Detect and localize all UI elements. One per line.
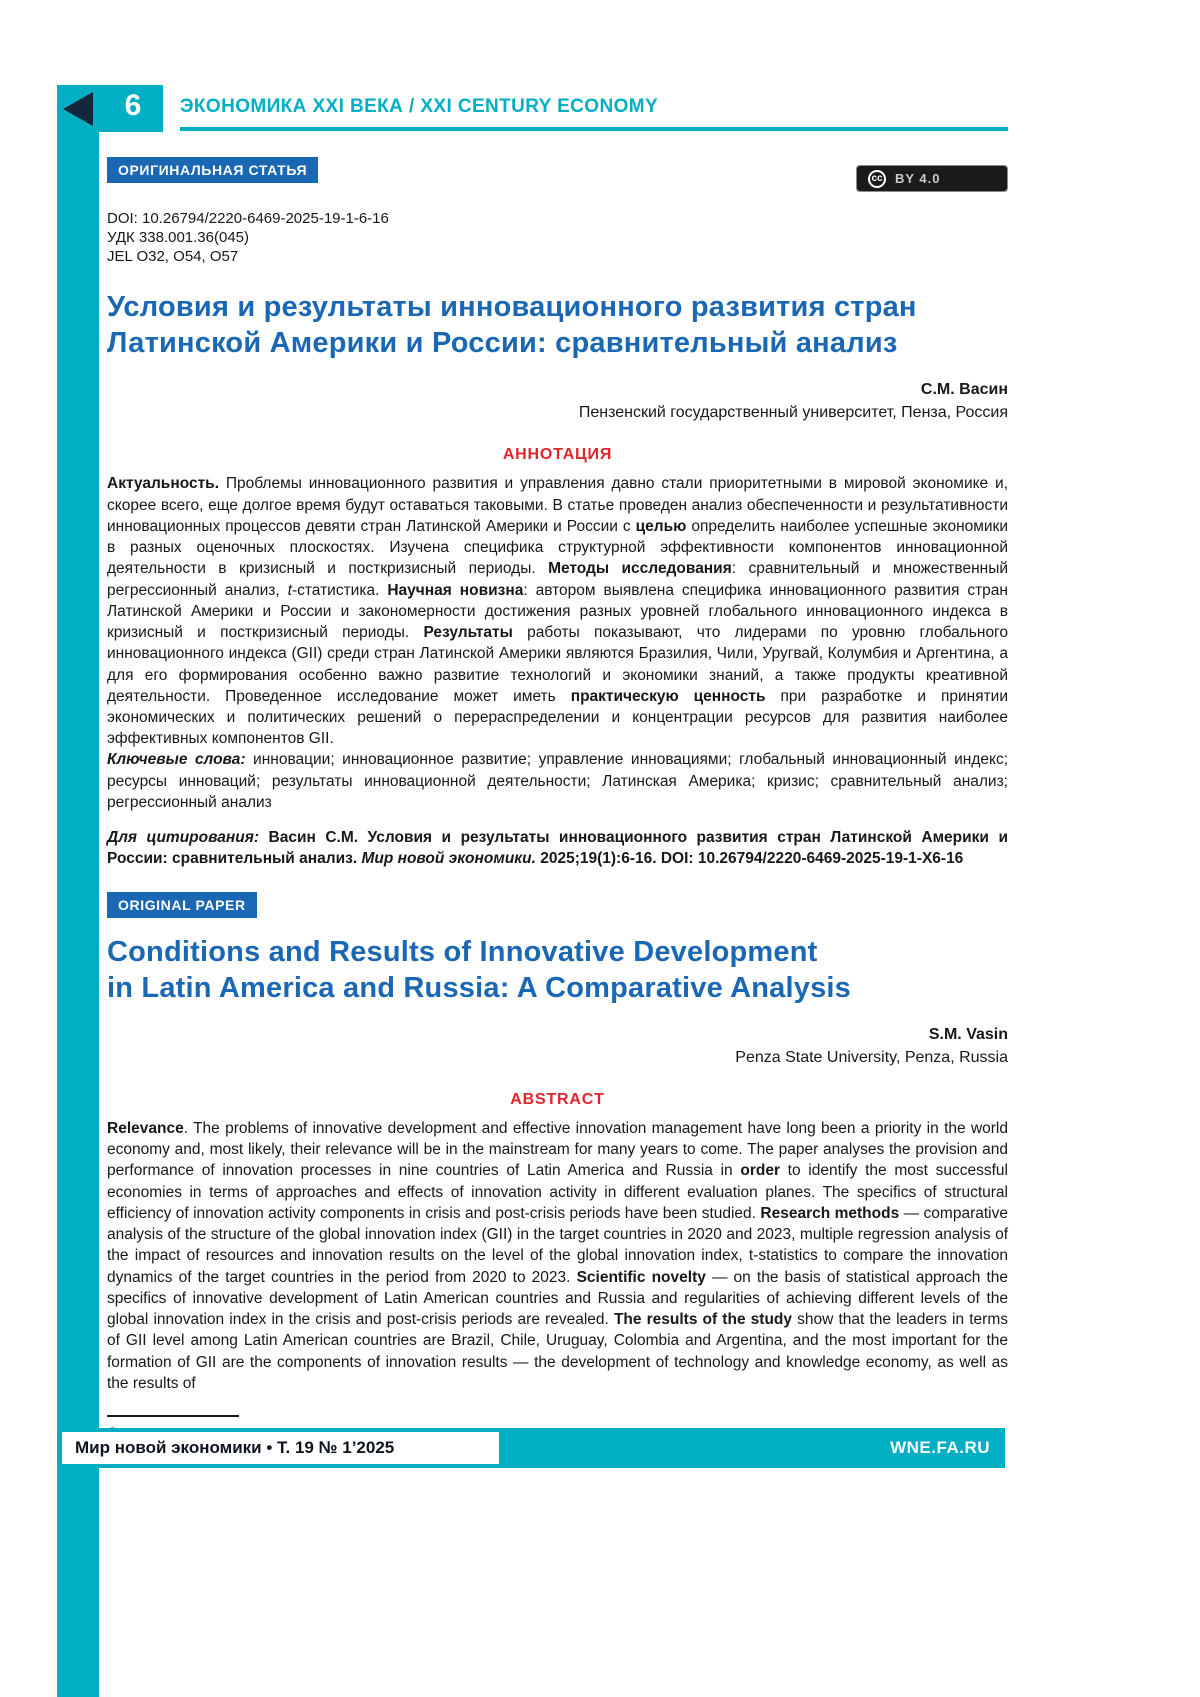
abstract-heading-ru: АННОТАЦИЯ	[502, 446, 613, 464]
jel-line: JEL O32, O54, O57	[107, 248, 239, 266]
footer-site-url: WNE.FA.RU	[890, 1438, 990, 1457]
abstract-paragraph-ru	[107, 473, 1008, 749]
citation-text: 2025;19(1):6-16. DOI: 10.26794/2220-6469-2025-19-1-X6-16	[535, 850, 964, 868]
footnote-rule	[107, 1415, 239, 1417]
page-number: 6	[124, 89, 142, 122]
citation-label-ru: Для цитирования:	[107, 829, 260, 847]
article-title-en: Conditions and Results of Innovative Development in Latin America and Russia: A Comparative Analysis	[107, 935, 852, 1004]
text-run: определить наиболее успешные экономики в разных оценочных плоскостях. Изучена специфика структурной эффективности компонентов инновационной деятельности в кризисный и посткризисный периоды.	[107, 517, 1008, 578]
text-run: -статистика.	[291, 581, 388, 599]
header-rule	[180, 127, 1008, 131]
author-name-ru: С.М. Васин	[920, 381, 1008, 399]
term-order-en: order	[740, 1162, 780, 1180]
citation-journal-name: Мир новой экономики.	[361, 850, 536, 868]
term-novelty-ru: Научная новизна	[387, 581, 524, 599]
t-statistic-symbol: t	[287, 581, 292, 599]
term-methods-ru: Методы исследования	[548, 560, 732, 578]
text-run: show that the leaders in terms of GII level among Latin American countries are Brazil, Chile, Uruguay, Colombia and Argentina, and the most important for the formation of GII are the components of innovation results — the development of technology and knowledge economy, as well as the results of	[107, 1311, 1008, 1392]
term-value-ru: практическую ценность	[570, 687, 766, 705]
abstract-ru	[107, 473, 1008, 813]
doi-line: DOI: 10.26794/2220-6469-2025-19-1-6-16	[107, 210, 389, 227]
text-run: : сравнительный и множественный регрессионный анализ,	[107, 560, 1008, 599]
cc-icon: cc	[868, 170, 886, 188]
author-block-en	[107, 1023, 1008, 1069]
abstract-paragraph-en	[107, 1118, 1008, 1394]
text-run: — on the basis of statistical approach the specifics of innovative development of Latin American countries and Russia and regularities of achieving different levels of the global innovation index in the crisis and post-crisis periods are revealed.	[107, 1268, 1008, 1329]
text-run: to identify the most successful economies in terms of approaches and effects of innovation activity in different evaluation planes. The specifics of structural efficiency of innovation activity components in crisis and post-crisis periods have been studied.	[107, 1162, 1008, 1222]
back-arrow-icon	[63, 92, 93, 126]
text-run: — comparative analysis of the structure of the global innovation index (GII) in the target countries in 2020 and 2023, multiple regression analysis of the impact of resources and innovation results on the level of the global innovation index, t-statistics to compare the innovation dynamics of the target countries in the period from 2020 to 2023.	[107, 1204, 1008, 1286]
article-type-badge-en: ORIGINAL PAPER	[107, 892, 257, 918]
term-results-ru: Результаты	[423, 624, 513, 642]
running-head: ЭКОНОМИКА XXI ВЕКА / XXI CENTURY ECONOMY	[180, 96, 659, 117]
term-relevance-en: Relevance	[107, 1119, 184, 1137]
text-run: : автором выявлена специфика инновационного развития стран Латинской Америки и России и закономерности достижения разных уровней глобального инновационного индекса в кризисный и посткризисный периоды.	[107, 581, 1008, 642]
footer-bar	[57, 1428, 1005, 1468]
author-block-ru	[107, 378, 1008, 424]
udk-line: УДК 338.001.36(045)	[107, 229, 250, 247]
term-novelty-en: Scientific novelty	[576, 1268, 706, 1286]
badge-row-en	[107, 892, 1008, 918]
term-goal-ru: целью	[635, 517, 687, 535]
term-methods-en: Research methods	[760, 1204, 900, 1222]
term-relevance-ru: Актуальность.	[107, 475, 220, 493]
citation-ru	[107, 827, 1008, 869]
text-run: Проблемы инновационного развития и управления давно стали приоритетными в мировой экономике и, скорее всего, еще долгое время будут оставаться таковыми. В статье проведен анализ обеспеченности и результативности инновационных процессов девяти стран Латинской Америки и России с	[107, 475, 1008, 535]
affiliation-ru: Пензенский государственный университет, Пенза, Россия	[578, 404, 1008, 422]
footer-journal-info: Мир новой экономики • Т. 19 № 1’2025	[62, 1432, 499, 1464]
abstract-heading-en: ABSTRACT	[510, 1090, 605, 1108]
term-results-en: The results of the study	[613, 1311, 793, 1329]
cc-license-text: BY 4.0	[895, 171, 941, 186]
keywords-ru	[107, 749, 1008, 813]
cc-license-badge	[856, 165, 1008, 192]
author-name-en: S.M. Vasin	[928, 1025, 1008, 1043]
citation-text: Васин С.М. Условия и результаты инновационного развития стран Латинской Америки и России: сравнительный анализ.	[107, 829, 1008, 868]
article-type-badge-ru: ОРИГИНАЛЬНАЯ СТАТЬЯ	[107, 157, 318, 183]
article-meta	[107, 209, 1008, 266]
text-run: работы показывают, что лидерами по уровню глобального инновационного индекса (GII) среди стран Латинской Америки являются Бразилия, Чили, Уругвай, Колумбия и Аргентина, а для его формирования особенно важно развитие технологий и экономики знаний, а также продукты креативной деятельности. Проведенное исследование может иметь	[107, 624, 1008, 705]
text-run: при разработке и принятии экономических и политических решений о перераспределении и концентрации ресурсов для развития наиболее эффективных компонентов GII.	[107, 687, 1008, 748]
keywords-label-ru: Ключевые слова:	[107, 751, 246, 769]
text-run: . The problems of innovative development and effective innovation management have long been a priority in the world economy and, most likely, their relevance will be in the mainstream for many years to come. The paper analyses the provision and performance of innovation processes in nine countries of Latin America and Russia in	[107, 1119, 1008, 1180]
abstract-en	[107, 1118, 1008, 1394]
content-column	[107, 157, 1008, 1442]
article-title-ru: Условия и результаты инновационного развития стран Латинской Америки и России: сравнительный анализ	[107, 291, 917, 360]
badge-row	[107, 157, 1008, 192]
keywords-text-ru: инновации; инновационное развитие; управление инновациями; глобальный инновационный индекс; ресурсы инноваций; результаты инновационной деятельности; Латинская Америка; кризис; сравнительный анализ; регрессионный анализ	[107, 751, 1009, 811]
affiliation-en: Penza State University, Penza, Russia	[735, 1048, 1008, 1066]
